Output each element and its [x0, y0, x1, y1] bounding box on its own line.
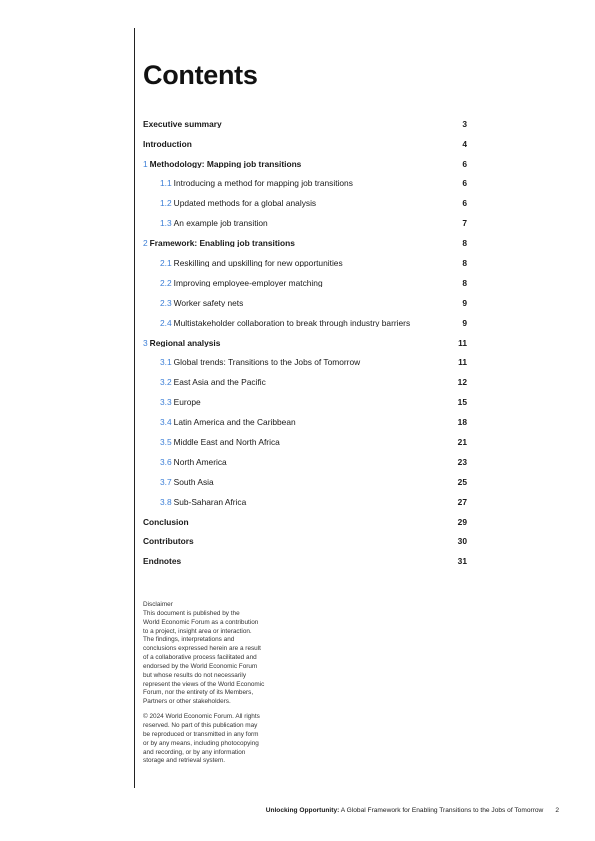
page-title: Contents	[143, 60, 258, 90]
toc-entry-label	[160, 279, 447, 287]
toc-page-number: 29	[457, 516, 467, 527]
toc-subentry[interactable]	[143, 313, 467, 333]
disclaimer-line: or by any means, including photocopying	[143, 739, 259, 747]
disclaimer-line: © 2024 World Economic Forum. All rights	[143, 713, 260, 721]
vertical-rule	[134, 28, 135, 788]
toc-page-number: 27	[457, 496, 467, 507]
toc-page-number: 7	[462, 218, 467, 229]
toc-entry-label	[160, 199, 447, 207]
toc-entry-text: Global trends: Transitions to the Jobs of Tomorrow	[173, 358, 361, 367]
toc-entry-text: Improving employee-employer matching	[173, 278, 323, 288]
disclaimer-line: storage and retrieval system.	[143, 757, 226, 765]
toc-entry-number: 2.1	[160, 258, 172, 268]
toc-entry-text: Multistakeholder collaboration to break through industry barriers	[173, 318, 411, 328]
toc-entry-label	[160, 358, 447, 366]
toc-subentry[interactable]	[143, 452, 467, 472]
toc-entry[interactable]	[143, 552, 467, 572]
toc-page-number: 11	[458, 357, 467, 368]
toc-page-number: 6	[462, 198, 467, 209]
toc-subentry[interactable]	[143, 253, 467, 273]
toc-subentry[interactable]	[143, 412, 467, 432]
toc-subentry[interactable]	[143, 472, 467, 492]
toc-subentry[interactable]	[143, 432, 467, 452]
toc-entry-text: Framework: Enabling job transitions	[149, 239, 295, 248]
disclaimer-line: but whose results do not necessarily	[143, 671, 247, 679]
footer-page-number: 2	[555, 807, 559, 814]
disclaimer-line: to a project, insight area or interaction.	[143, 627, 252, 635]
toc-page-number: 8	[462, 257, 467, 268]
toc-entry-label	[160, 319, 447, 327]
copyright-paragraph	[143, 713, 293, 766]
toc-entry-text: Methodology: Mapping job transitions	[149, 159, 302, 168]
toc-subentry[interactable]	[143, 492, 467, 512]
toc-page-number: 15	[457, 397, 467, 408]
toc-entry-number: 1.1	[160, 179, 172, 188]
toc-page-number: 3	[462, 118, 467, 129]
toc-entry-label	[143, 518, 447, 526]
toc-subentry[interactable]	[143, 392, 467, 412]
toc-entry-number: 2.4	[160, 318, 172, 328]
toc-page-number: 30	[457, 536, 467, 547]
toc-entry-label	[143, 160, 447, 168]
toc-page-number: 6	[462, 158, 467, 169]
toc-entry[interactable]	[143, 233, 467, 253]
disclaimer-line: be reproduced or transmitted in any form	[143, 730, 259, 738]
toc-entry-label	[160, 498, 447, 506]
disclaimer-line: The findings, interpretations and	[143, 636, 235, 644]
toc-page-number: 18	[457, 417, 467, 428]
toc-page-number: 12	[457, 377, 467, 388]
page-footer	[266, 807, 559, 814]
toc-entry[interactable]	[143, 114, 467, 134]
toc-entry-number: 3.8	[160, 497, 172, 507]
disclaimer-line: reserved. No part of this publication may	[143, 721, 258, 729]
toc-entry-label	[160, 478, 447, 486]
toc-entry-number: 1.2	[160, 199, 172, 208]
toc-entry-text: Regional analysis	[149, 338, 221, 347]
toc-page-number: 23	[457, 456, 467, 467]
toc-entry-number: 3.5	[160, 437, 172, 447]
toc-page-number: 21	[457, 436, 467, 447]
toc-page-number: 4	[462, 138, 467, 149]
toc-entry-number: 1	[143, 159, 148, 168]
disclaimer-line: World Economic Forum as a contribution	[143, 618, 259, 626]
disclaimer-paragraph	[143, 610, 293, 707]
footer-title-rest: A Global Framework for Enabling Transitions to the Jobs of Tomorrow	[339, 807, 544, 814]
toc-entry-number: 3.3	[160, 398, 172, 407]
toc-entry-number: 3.7	[160, 477, 172, 487]
toc-entry-label	[143, 140, 447, 148]
toc-entry-text: Endnotes	[143, 557, 182, 566]
toc-entry-text: North America	[173, 457, 227, 467]
toc-subentry[interactable]	[143, 174, 467, 194]
toc-entry-text: An example job transition	[173, 219, 268, 228]
disclaimer	[143, 601, 293, 766]
toc-page-number: 8	[462, 277, 467, 288]
toc-page-number: 9	[462, 317, 467, 328]
toc-entry-label	[143, 339, 447, 347]
toc-entry-text: Sub-Saharan Africa	[173, 497, 247, 507]
disclaimer-line: Partners or other stakeholders.	[143, 698, 231, 706]
toc-entry-number: 3.1	[160, 358, 172, 367]
toc-entry-number: 1.3	[160, 219, 172, 228]
toc-entry-label	[143, 239, 447, 247]
toc-entry-text: Middle East and North Africa	[173, 437, 280, 447]
toc-entry[interactable]	[143, 532, 467, 552]
toc-entry[interactable]	[143, 134, 467, 154]
toc-entry-label	[160, 398, 447, 406]
toc-entry-text: Reskilling and upskilling for new opportunities	[173, 258, 343, 268]
toc-entry[interactable]	[143, 512, 467, 532]
toc-entry-label	[160, 418, 447, 426]
toc-entry-text: Introducing a method for mapping job transitions	[173, 179, 353, 188]
toc-entry-text: Contributors	[143, 537, 194, 546]
toc-page-number: 6	[462, 178, 467, 189]
footer-title-bold: Unlocking Opportunity:	[265, 807, 340, 814]
disclaimer-line: Forum, nor the entirety of its Members,	[143, 689, 254, 697]
disclaimer-line: of a collaborative process facilitated and	[143, 654, 257, 662]
disclaimer-heading: Disclaimer	[143, 601, 173, 608]
toc-entry-text: Conclusion	[143, 517, 189, 526]
toc-entry-text: South Asia	[173, 477, 214, 487]
toc-entry-label	[160, 219, 447, 227]
toc-entry-text: Introduction	[143, 139, 192, 149]
toc-entry-label	[160, 299, 447, 307]
toc-subentry[interactable]	[143, 353, 467, 373]
toc-entry-label	[143, 557, 447, 565]
disclaimer-line: and recording, or by any information	[143, 748, 246, 756]
toc-subentry[interactable]	[143, 213, 467, 233]
toc-entry-label	[160, 378, 447, 386]
toc-entry-number: 2.3	[160, 298, 172, 308]
toc-page-number: 31	[457, 556, 467, 567]
toc-entry-number: 3	[143, 338, 148, 347]
toc-entry-label	[160, 438, 447, 446]
toc-page-number: 8	[462, 238, 467, 249]
disclaimer-line: represent the views of the World Economic	[143, 680, 265, 688]
toc-entry-text: Latin America and the Caribbean	[173, 418, 296, 427]
disclaimer-line: This document is published by the	[143, 609, 240, 617]
toc-subentry[interactable]	[143, 273, 467, 293]
toc-entry-label	[160, 179, 447, 187]
toc-subentry[interactable]	[143, 373, 467, 393]
toc-entry-number: 3.2	[160, 378, 172, 387]
toc-subentry[interactable]	[143, 194, 467, 214]
toc-entry-number: 2.2	[160, 278, 172, 288]
toc-entry-label	[160, 259, 447, 267]
toc-entry-text: Executive summary	[143, 119, 222, 129]
toc-entry-text: Europe	[173, 398, 201, 407]
toc-entry-number: 3.4	[160, 418, 172, 427]
table-of-contents	[143, 114, 467, 571]
toc-entry-label	[160, 458, 447, 466]
toc-entry-text: Updated methods for a global analysis	[173, 199, 317, 208]
toc-entry-label	[143, 120, 447, 128]
toc-entry-number: 2	[143, 239, 148, 248]
toc-entry[interactable]	[143, 154, 467, 174]
disclaimer-line: endorsed by the World Economic Forum	[143, 662, 258, 670]
toc-page-number: 11	[458, 337, 467, 348]
toc-entry-label	[143, 537, 447, 545]
disclaimer-line: conclusions expressed herein are a result	[143, 645, 261, 653]
toc-entry-text: East Asia and the Pacific	[173, 378, 266, 387]
toc-entry[interactable]	[143, 333, 467, 353]
toc-entry-text: Worker safety nets	[173, 298, 244, 308]
toc-page-number: 25	[457, 476, 467, 487]
toc-page-number: 9	[462, 297, 467, 308]
toc-subentry[interactable]	[143, 293, 467, 313]
toc-entry-number: 3.6	[160, 457, 172, 467]
